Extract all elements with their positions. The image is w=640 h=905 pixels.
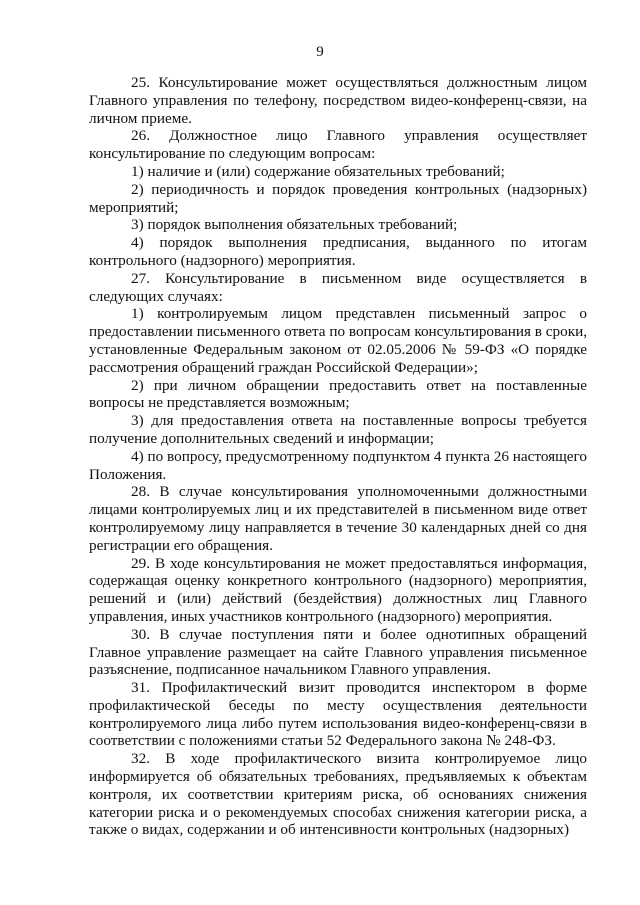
- paragraph-27-item-3: 3) для предоставления ответа на поставленные вопросы требуется получение дополнительных сведений и информации;: [89, 412, 587, 447]
- paragraph-26: 26. Должностное лицо Главного управления осуществляет консультирование по следующим вопросам:: [89, 127, 587, 163]
- paragraph-31: 31. Профилактический визит проводится инспектором в форме профилактической беседы по месту осуществления деятельности контролируемого лица либо путем использования видео-конференц-связи в соответствии с положениями статьи 52 Федерального закона № 248-ФЗ.: [89, 679, 587, 750]
- paragraph-26-item-2: 2) периодичность и порядок проведения контрольных (надзорных) мероприятий;: [89, 180, 587, 216]
- paragraph-27: 27. Консультирование в письменном виде осуществляется в следующих случаях:: [89, 269, 587, 305]
- paragraph-26-item-3: 3) порядок выполнения обязательных требований;: [131, 216, 458, 234]
- page-number: 9: [316, 44, 324, 60]
- paragraph-27-item-4: 4) по вопросу, предусмотренному подпунктом 4 пункта 26 настоящего Положения.: [89, 447, 587, 483]
- document-body: [89, 74, 587, 839]
- paragraph-30: 30. В случае поступления пяти и более однотипных обращений Главное управление размещает на сайте Главного управления письменное разъяснение, подписанное начальником Главного управления.: [89, 625, 587, 679]
- paragraph-27-item-1: 1) контролируемым лицом представлен письменный запрос о предоставлении письменного ответа по вопросам консультирования в сроки, установленные Федеральным законом от 02.05.2006 № 59-ФЗ «О порядке рассмотрения обращений граждан Российской Федерации»;: [89, 305, 587, 376]
- paragraph-25: 25. Консультирование может осуществляться должностным лицом Главного управления по телефону, посредством видео-конференц-связи, на личном приеме.: [89, 74, 587, 127]
- paragraph-28: 28. В случае консультирования уполномоченными должностными лицами контролируемых лиц и их представителей в письменном виде ответ контролируемому лицу направляется в течение 30 календарных дней со дня регистрации его обращения.: [89, 483, 587, 554]
- paragraph-32: 32. В ходе профилактического визита контролируемое лицо информируется об обязательных требованиях, предъявляемых к объектам контроля, их соответствии критериям риска, об основаниях снижения категории риска и о рекомендуемых способах снижения категории риска, а также о видах, содержании и об интенсивности контрольных (надзорных): [89, 750, 587, 839]
- paragraph-26-item-4: 4) порядок выполнения предписания, выданного по итогам контрольного (надзорного) мероприятия.: [89, 234, 587, 269]
- paragraph-26-item-1: 1) наличие и (или) содержание обязательных требований;: [131, 162, 505, 180]
- paragraph-29: 29. В ходе консультирования не может предоставляться информация, содержащая оценку конкретного контрольного (надзорного) мероприятия, решений и (или) действий (бездействия) должностных лиц Главного управления, иных участников контрольного (надзорного) мероприятия.: [89, 554, 587, 625]
- paragraph-27-item-2: 2) при личном обращении предоставить ответ на поставленные вопросы не представляется возможным;: [89, 376, 587, 412]
